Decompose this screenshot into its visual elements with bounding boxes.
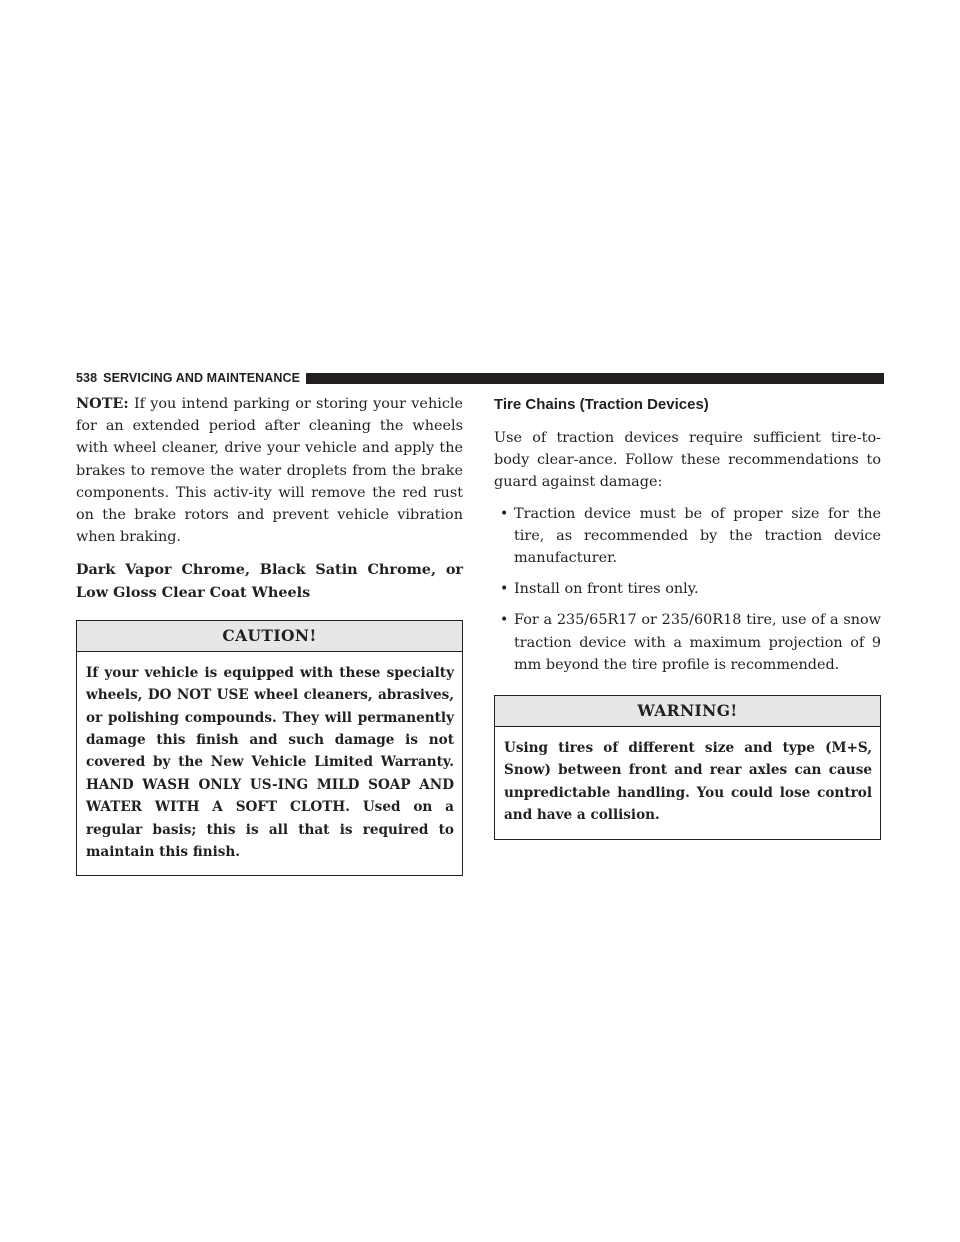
list-item-text: Traction device must be of proper size for the tire, as recommended by the traction device manufacturer. xyxy=(514,505,881,567)
caution-title: CAUTION! xyxy=(77,621,462,652)
page-header xyxy=(76,370,884,386)
list-item-text: Install on front tires only. xyxy=(514,581,699,598)
list-item xyxy=(494,609,881,676)
wheels-subheading: Dark Vapor Chrome, Black Satin Chrome, or Low Gloss Clear Coat Wheels xyxy=(76,561,463,601)
running-head xyxy=(76,371,300,385)
list-item xyxy=(494,578,881,600)
left-column xyxy=(76,393,463,876)
tire-chains-heading: Tire Chains (Traction Devices) xyxy=(494,396,709,413)
bullet-icon: • xyxy=(500,505,509,522)
warning-title: WARNING! xyxy=(495,696,880,727)
caution-box xyxy=(76,620,463,877)
list-item xyxy=(494,503,881,570)
tire-chains-list xyxy=(494,503,881,676)
note-paragraph xyxy=(76,393,463,548)
caution-body: If your vehicle is equipped with these specialty wheels, DO NOT USE wheel cleaners, abrasives, or polishing compounds. They will permanently damage this finish and such damage is not covered by the New Vehicle Limited Warranty. HAND WASH ONLY US-ING MILD SOAP AND WATER WITH A SOFT CLOTH. Used on a regular basis; this is all that is required to maintain this finish. xyxy=(86,664,454,861)
right-column xyxy=(494,393,881,840)
note-label: NOTE: xyxy=(76,395,129,412)
note-text: If you intend parking or storing your vehicle for an extended period after cleaning the wheels with wheel cleaner, drive your vehicle and apply the brakes to remove the water droplets from the brake components. This activ-ity will remove the red rust on the brake rotors and prevent vehicle vibration when braking. xyxy=(76,396,463,546)
warning-body: Using tires of different size and type (M+S, Snow) between front and rear axles can cause unpredictable handling. You could lose control and have a collision. xyxy=(504,740,872,824)
warning-box xyxy=(494,695,881,840)
page-number: 538 xyxy=(76,371,98,385)
bullet-icon: • xyxy=(500,612,509,629)
bullet-icon: • xyxy=(500,581,509,598)
header-rule xyxy=(306,373,884,384)
list-item-text: For a 235/65R17 or 235/60R18 tire, use of a snow traction device with a maximum projection of 9 mm beyond the tire profile is recommended. xyxy=(514,612,881,673)
tire-chains-intro: Use of traction devices require sufficient tire-to-body clear-ance. Follow these recommendations to guard against damage: xyxy=(494,430,881,491)
section-title: SERVICING AND MAINTENANCE xyxy=(103,371,301,385)
